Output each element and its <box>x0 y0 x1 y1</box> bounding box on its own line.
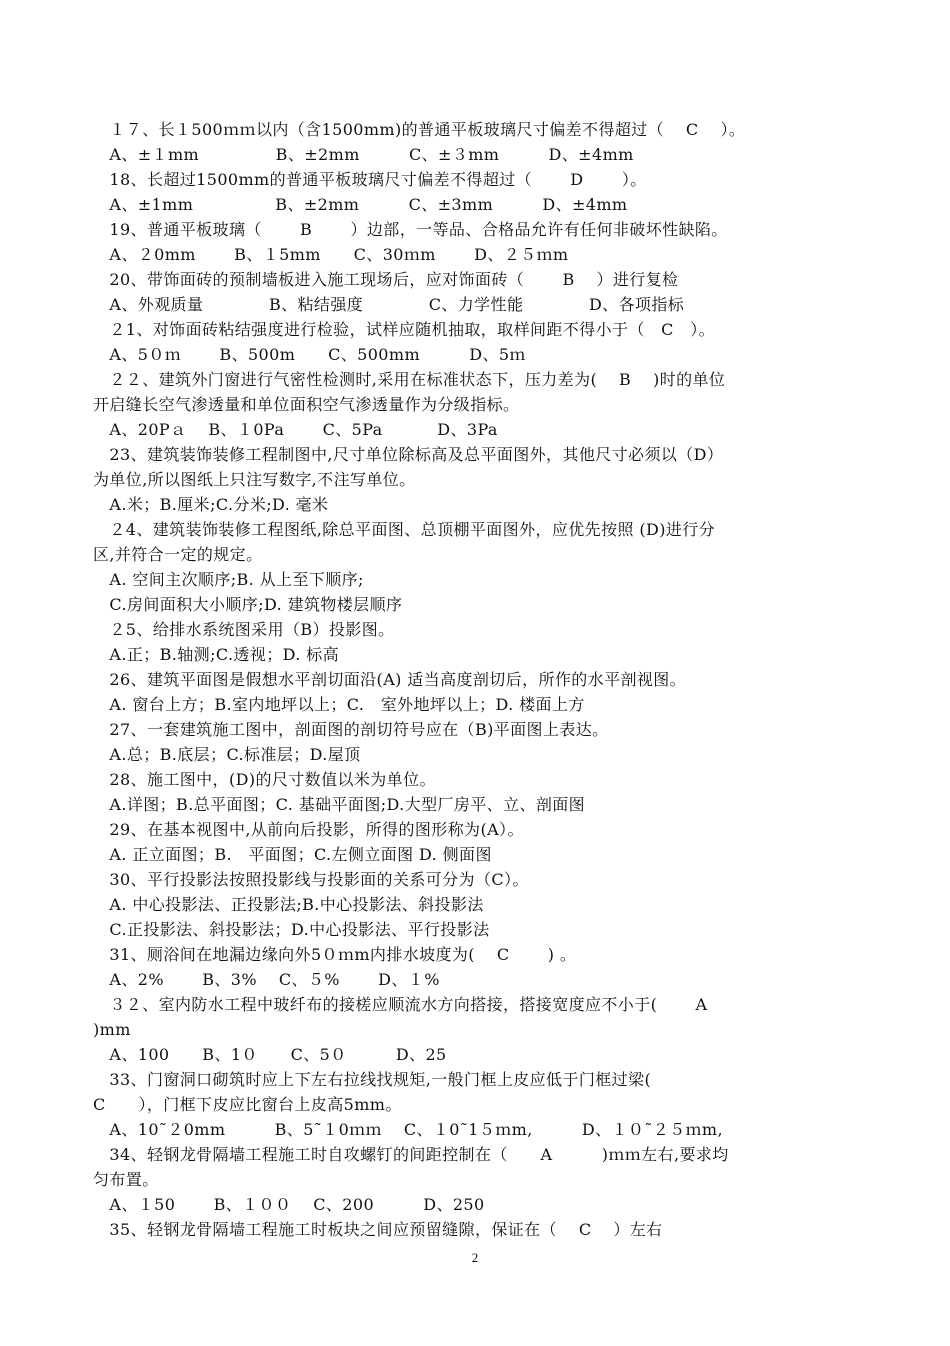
text-line: A、100 B、1０ C、5０ D、25 <box>93 1045 447 1064</box>
text-line: 30、平行投影法按照投影线与投影面的关系可分为（C）。 <box>93 870 529 889</box>
text-line: C.房间面积大小顺序;D. 建筑物楼层顺序 <box>93 595 403 614</box>
text-line: 29、在基本视图中,从前向后投影，所得的图形称为(A）。 <box>93 820 524 839</box>
text-line: 26、建筑平面图是假想水平剖切面沿(A) 适当高度剖切后，所作的水平剖视图。 <box>93 670 687 689</box>
text-line: 27、一套建筑施工图中，剖面图的剖切符号应在（B)平面图上表达。 <box>93 720 609 739</box>
text-line: A、±１mm B、±2mm C、±３mm D、±4mm <box>93 145 634 164</box>
text-line: A、２0mm B、１5mm C、30ｍm D、２５ｍm <box>93 245 569 264</box>
page-number: 2 <box>471 1250 479 1265</box>
text-line: A. 正立面图；B. 平面图；C.左侧立面图 D. 侧面图 <box>93 845 492 864</box>
text-line: A. 空间主次顺序;B. 从上至下顺序; <box>93 570 364 589</box>
text-line: 23、建筑装饰装修工程制图中,尺寸单位除标高及总平面图外，其他尺寸必须以（D） <box>93 445 724 464</box>
text-line: ３２、室内防水工程中玻纤布的接槎应顺流水方向搭接，搭接宽度应不小于( A <box>93 995 708 1014</box>
text-line: ２4、建筑装饰装修工程图纸,除总平面图、总顶棚平面图外，应优先按照 (D)进行分 <box>93 520 716 539</box>
text-line: 35、轻钢龙骨隔墙工程施工时板块之间应预留缝隙，保证在（ C ）左右 <box>93 1220 663 1239</box>
text-line: ２5、给排水系统图采用（B）投影图。 <box>93 620 395 639</box>
text-line: C.正投影法、斜投影法；D.中心投影法、平行投影法 <box>93 920 490 939</box>
text-line: 34、轻钢龙骨隔墙工程施工时自攻螺钉的间距控制在（ A )ｍｍ左右,要求均 <box>93 1145 729 1164</box>
text-line: 19、普通平板玻璃（ B ）边部，一等品、合格品允许有任何非破坏性缺陷。 <box>93 220 728 239</box>
text-line: A. 窗台上方；B.室内地坪以上；C. 室外地坪以上；D. 楼面上方 <box>93 695 585 714</box>
text-line: A、外观质量 B、粘结强度 C、力学性能 D、各项指标 <box>93 295 685 314</box>
text-line: )mm <box>93 1020 131 1039</box>
text-line: 开启缝长空气渗透量和单位面积空气渗透量作为分级指标。 <box>93 395 520 414</box>
text-line: ２２、建筑外门窗进行气密性检测时,采用在标准状态下，压力差为( B )时的单位 <box>93 370 726 389</box>
text-line: 31、厕浴间在地漏边缘向外5０ｍm内排水坡度为( C ) 。 <box>93 945 577 964</box>
text-line: 28、施工图中，(D)的尺寸数值以米为单位。 <box>93 770 436 789</box>
text-line: 33、门窗洞口砌筑时应上下左右拉线找规矩,一般门框上皮应低于门框过梁( <box>93 1070 652 1089</box>
text-line: A、2% B、3% C、５% D、１% <box>93 970 440 989</box>
text-line: A.正；B.轴测;C.透视；D. 标高 <box>93 645 340 664</box>
text-line: A、5０ｍ B、500m C、500mm D、5ｍ <box>93 345 526 364</box>
text-line: A.总；B.底层；C.标准层；D.屋顶 <box>93 745 361 764</box>
text-line: A.米；B.厘米;C.分米;D. 毫米 <box>93 495 329 514</box>
text-line: A.详图；B.总平面图；C. 基础平面图;D.大型厂房平、立、剖面图 <box>93 795 586 814</box>
text-line: C ），门框下皮应比窗台上皮高5mm。 <box>93 1095 402 1114</box>
text-line: 匀布置。 <box>93 1170 159 1189</box>
text-line: 为单位,所以图纸上只注写数字,不注写单位。 <box>93 470 416 489</box>
text-line: 18、长超过1500mm的普通平板玻璃尺寸偏差不得超过（ D ）。 <box>93 170 647 189</box>
text-line: ２1、对饰面砖粘结强度进行检验，试样应随机抽取，取样间距不得小于（ C ）。 <box>93 320 716 339</box>
text-line: A. 中心投影法、正投影法;B.中心投影法、斜投影法 <box>93 895 484 914</box>
text-line: 20、带饰面砖的预制墙板进入施工现场后，应对饰面砖（ B ）进行复检 <box>93 270 679 289</box>
text-line: A、10˜２0mm B、5˜１0ｍｍ C、１0˜1５ｍm, D、１０˜２５ｍm, <box>93 1120 723 1139</box>
text-line: 区,并符合一定的规定。 <box>93 545 263 564</box>
text-line: A、±1mm B、±2mm C、±3mm D、±4mm <box>93 195 628 214</box>
text-line: １７、长１500ｍｍ以内（含1500mm)的普通平板玻璃尺寸偏差不得超过（ C ）。 <box>93 120 746 139</box>
text-line: A、20Pａ B、１0Pa C、5Pa D、3Pa <box>93 420 498 439</box>
text-line: A、１50 B、１００ C、200 D、250 <box>93 1195 485 1214</box>
